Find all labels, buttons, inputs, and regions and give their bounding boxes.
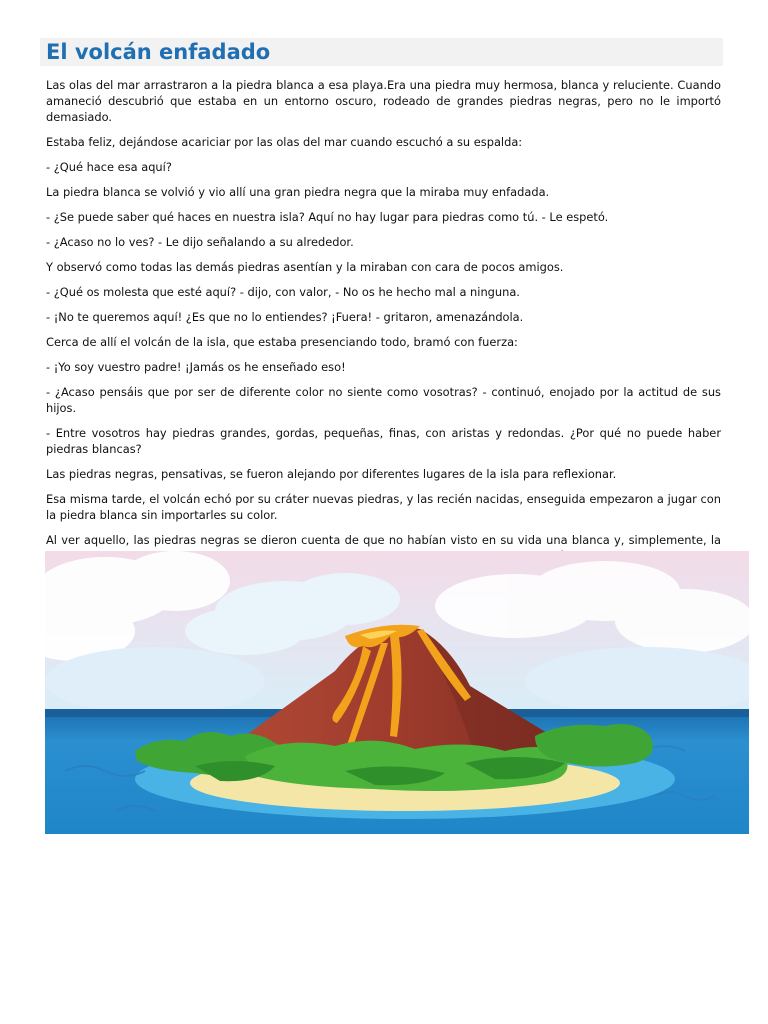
story-paragraph: - ¡No te queremos aquí! ¿Es que no lo entiendes? ¡Fuera! - gritaron, amenazándola. [46,310,524,324]
story-paragraph: - ¿Acaso pensáis que por ser de diferente color no siente como vosotras? - continuó, enojado por la actitud de sus hijos. [46,385,721,415]
story-paragraph: Al ver aquello, las piedras negras se dieron cuenta de que no habían visto en su vida una blanca y, simplemente, la [46,533,721,547]
story-paragraph: - ¿Acaso no lo ves? - Le dijo señalando a su alrededor. [46,235,354,249]
story-paragraph: Las olas del mar arrastraron a la piedra blanca a esa playa.Era una piedra muy hermosa, blanca y reluciente. Cuando amaneció descubrió que estaba en un entorno oscuro, rodeado de grandes piedras negras, pero no le importó demasiado. [46,78,721,124]
story-paragraph: Y observó como todas las demás piedras asentían y la miraban con cara de pocos amigos. [46,260,564,274]
story-paragraph: - ¿Qué os molesta que esté aquí? - dijo, con valor, - No os he hecho mal a ninguna. [46,285,520,299]
story-paragraph: La piedra blanca se volvió y vio allí una gran piedra negra que la miraba muy enfadada. [46,185,550,199]
story-paragraph: Cerca de allí el volcán de la isla, que estaba presenciando todo, bramó con fuerza: [46,335,518,349]
story-paragraph: Esa misma tarde, el volcán echó por su cráter nuevas piedras, y las recién nacidas, enseguida empezaron a jugar con la piedra blanca sin importarles su color. [46,492,721,522]
story-paragraph: - ¿Se puede saber qué haces en nuestra isla? Aquí no hay lugar para piedras como tú. - Le espetó. [46,210,609,224]
story-paragraph: - ¿Qué hace esa aquí? [46,160,172,174]
story-paragraph: Estaba feliz, dejándose acariciar por las olas del mar cuando escuchó a su espalda: [46,135,523,149]
story-text [46,77,721,573]
story-paragraph: - Entre vosotros hay piedras grandes, gordas, pequeñas, finas, con aristas y redondas. ¿Por qué no puede haber piedras blancas? [46,426,721,456]
story-paragraph: Las piedras negras, pensativas, se fueron alejando por diferentes lugares de la isla para reflexionar. [46,467,617,481]
story-paragraph: - ¡Yo soy vuestro padre! ¡Jamás os he enseñado eso! [46,360,346,374]
document-title: El volcán enfadado [46,40,271,64]
volcano-island-illustration [45,551,749,834]
